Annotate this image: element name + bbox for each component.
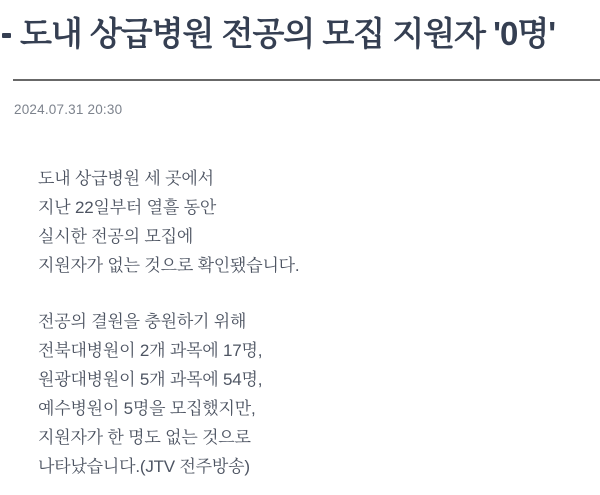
body-line: 지원자가 없는 것으로 확인됐습니다. — [38, 256, 300, 275]
headline-divider — [13, 79, 600, 81]
article-date: 2024.07.31 20:30 — [14, 102, 123, 117]
body-line: 예수병원이 5명을 모집했지만, — [38, 399, 256, 418]
article-body — [38, 164, 299, 481]
edge-artifact — [2, 33, 11, 38]
body-line: 원광대병원이 5개 과목에 54명, — [38, 370, 263, 389]
body-line: 나타났습니다.(JTV 전주방송) — [38, 457, 250, 476]
body-line: 도내 상급병원 세 곳에서 — [38, 169, 214, 188]
body-line: 전공의 결원을 충원하기 위해 — [38, 312, 247, 331]
article-headline: 도내 상급병원 전공의 모집 지원자 '0명' — [20, 15, 556, 52]
body-line: 실시한 전공의 모집에 — [38, 227, 194, 246]
body-line: 지원자가 한 명도 없는 것으로 — [38, 428, 251, 447]
body-line: 지난 22일부터 열흘 동안 — [38, 198, 217, 217]
body-line: 전북대병원이 2개 과목에 17명, — [38, 341, 263, 360]
